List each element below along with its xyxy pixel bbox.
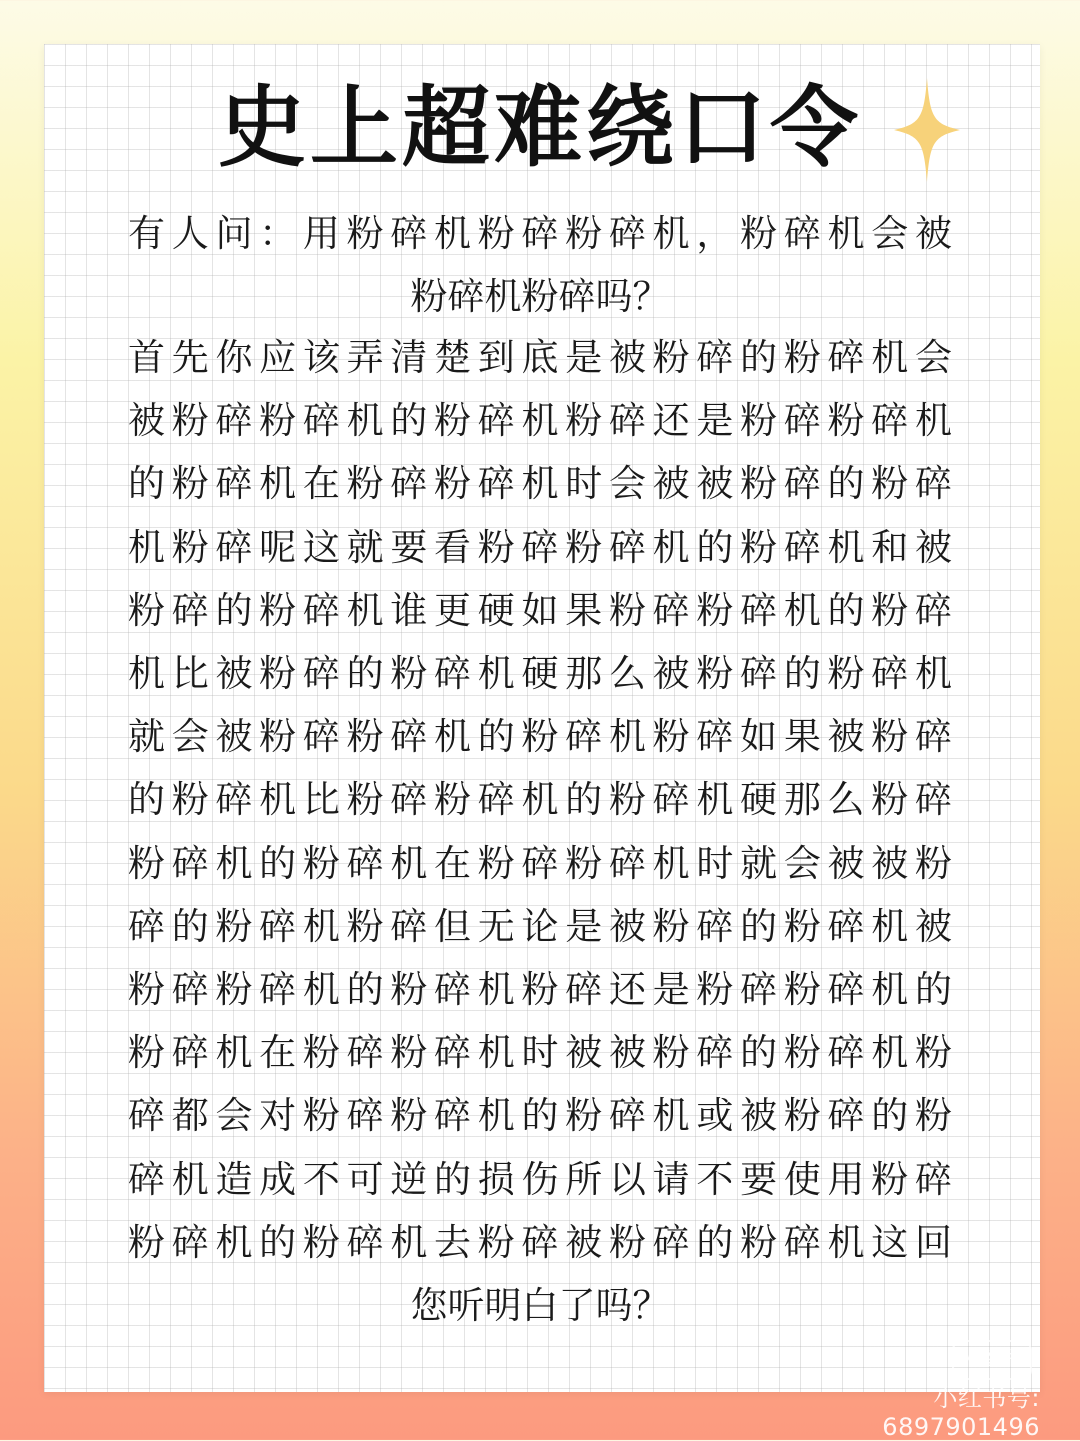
answer-line: 粉碎机的粉碎机在粉碎粉碎机时就会被被粉 [128,841,952,885]
answer-line: 粉碎机在粉碎粉碎机时被被粉碎的粉碎机粉 [128,1031,952,1075]
answer-line: 被粉碎粉碎机的粉碎机粉碎还是粉碎粉碎机 [128,399,952,443]
answer-line: 就会被粉碎粉碎机的粉碎机粉碎如果被粉碎 [128,715,952,759]
question-line: 有人问：用粉碎机粉碎粉碎机，粉碎机会被 [128,212,952,255]
watermark-account: 小红书号: 6897901496 [882,1384,1040,1441]
answer-line: 的粉碎机在粉碎粉碎机时会被被粉碎的粉碎 [128,462,952,506]
answer-line: 的粉碎机比粉碎粉碎机的粉碎机硬那么粉碎 [128,778,952,822]
answer-line: 机粉碎呢这就要看粉碎粉碎机的粉碎机和被 [128,525,952,569]
answer-line: 碎的粉碎机粉碎但无论是被粉碎的粉碎机被 [128,904,952,948]
sparkle-icon [894,78,960,182]
question-line: 粉碎机粉碎吗？ [410,275,670,318]
answer-line: 碎都会对粉碎粉碎机的粉碎机或被粉碎的粉 [128,1094,952,1138]
answer-line: 粉碎粉碎机的粉碎机粉碎还是粉碎粉碎机的 [128,968,952,1012]
answer-line: 粉碎机的粉碎机去粉碎被粉碎的粉碎机这回 [128,1220,952,1264]
answer-line: 您听明白了吗？ [410,1284,670,1328]
answer-body [128,326,952,1337]
answer-line: 碎机造成不可逆的损伤所以请不要使用粉碎 [128,1157,952,1201]
page-title: 史上超难绕口令 [217,75,862,179]
question [128,202,952,328]
answer-line: 机比被粉碎的粉碎机硬那么被粉碎的粉碎机 [128,652,952,696]
answer-line: 粉碎的粉碎机谁更硬如果粉碎粉碎机的粉碎 [128,588,952,632]
watermark-logo: 小红书 [952,1340,1032,1380]
answer-line: 首先你应该弄清楚到底是被粉碎的粉碎机会 [128,336,952,379]
